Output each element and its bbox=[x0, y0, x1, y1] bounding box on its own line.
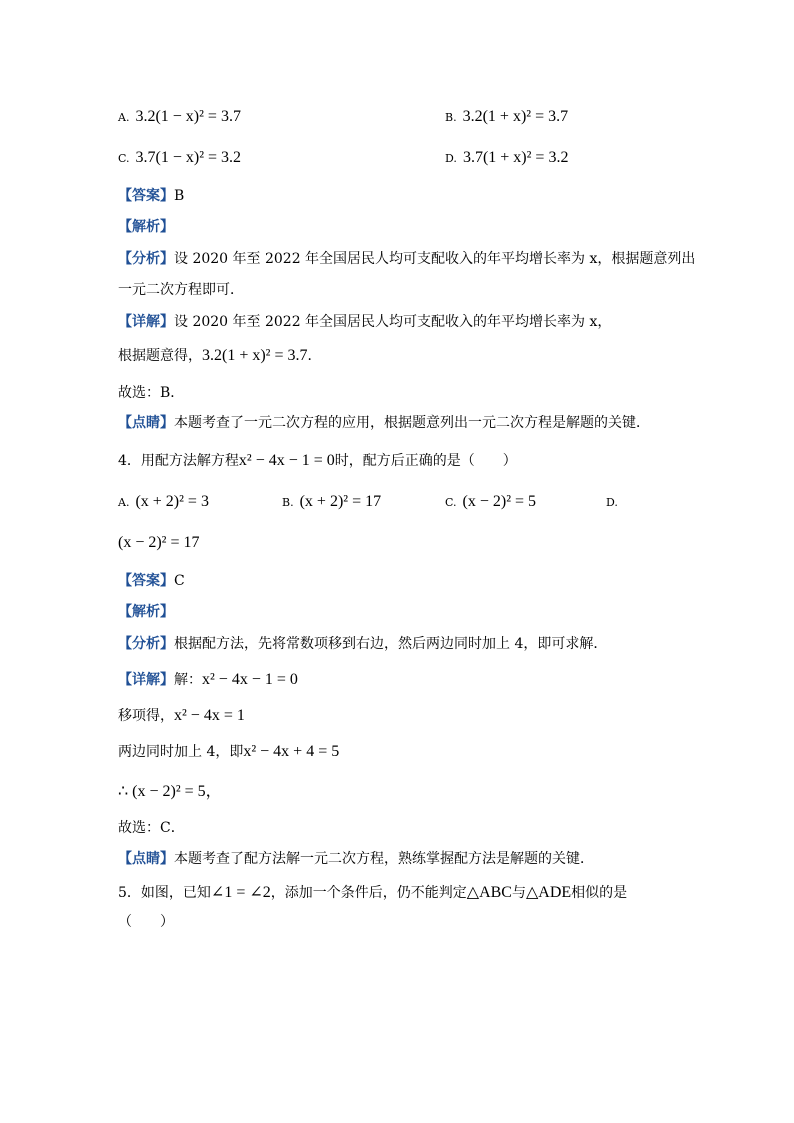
answer-value: B bbox=[174, 188, 185, 204]
q4-option-d-label bbox=[606, 492, 624, 513]
option-label: D. bbox=[606, 496, 618, 509]
option-label: B. bbox=[445, 111, 457, 124]
q4-step1 bbox=[118, 706, 245, 726]
option-label: C. bbox=[445, 496, 457, 509]
option-expr: (x + 2)² = 17 bbox=[299, 493, 382, 510]
stem-post: 相似的是 bbox=[571, 885, 628, 901]
q3-analysis-tag bbox=[118, 217, 174, 237]
line-text: 根据题意得， bbox=[118, 348, 202, 364]
q4-answer bbox=[118, 571, 185, 591]
option-expr: 3.7(1 − x)² = 3.2 bbox=[135, 149, 242, 166]
stem-pre: 4．用配方法解方程 bbox=[118, 453, 239, 469]
q4-step3 bbox=[118, 782, 222, 802]
q4-option-b bbox=[282, 492, 381, 513]
q3-option-b bbox=[445, 107, 568, 128]
xiangjie-tag: 【详解】 bbox=[118, 314, 174, 330]
q4-option-a bbox=[118, 492, 209, 513]
fenxi-text: 设 2020 年至 2022 年全国居民人均可支配收入的年平均增长率为 x，根据题意列出 bbox=[174, 251, 696, 267]
option-expr: 3.7(1 + x)² = 3.2 bbox=[462, 149, 569, 166]
q5-stem bbox=[118, 883, 627, 903]
q4-dianjing bbox=[118, 849, 594, 869]
q4-stem bbox=[118, 451, 517, 471]
answer-value: C bbox=[174, 573, 185, 589]
q3-option-a bbox=[118, 107, 241, 128]
fenxi-tag: 【分析】 bbox=[118, 251, 174, 267]
option-expr: (x − 2)² = 17 bbox=[118, 534, 200, 551]
q4-option-c bbox=[445, 492, 536, 513]
line-end: ． bbox=[307, 348, 322, 364]
q3-xiangjie bbox=[118, 312, 611, 332]
q4-xiangjie bbox=[118, 670, 298, 690]
option-expr: 3.2(1 + x)² = 3.7 bbox=[462, 108, 569, 125]
step-expr: ∴ (x − 2)² = 5， bbox=[118, 783, 222, 800]
q4-fenxi bbox=[118, 634, 607, 654]
step-expr: x² − 4x + 4 = 5 bbox=[243, 743, 340, 760]
dianjing-text: 本题考查了一元二次方程的应用，根据题意列出一元二次方程是解题的关键． bbox=[174, 415, 650, 431]
q3-equation-line bbox=[118, 346, 322, 366]
stem-expr: x² − 4x − 1 = 0 bbox=[238, 452, 335, 469]
q3-option-c bbox=[118, 148, 241, 169]
stem-mid2: 与 bbox=[511, 885, 526, 901]
xiangjie-expr: x² − 4x − 1 = 0 bbox=[202, 671, 298, 688]
answer-tag: 【答案】 bbox=[118, 188, 174, 204]
q4-analysis-tag bbox=[118, 602, 174, 622]
q3-fenxi bbox=[118, 249, 695, 269]
option-label: A. bbox=[118, 496, 130, 509]
q3-choose: 故选：B． bbox=[118, 385, 185, 401]
step-expr: x² − 4x = 1 bbox=[174, 707, 245, 724]
fenxi-tag: 【分析】 bbox=[118, 636, 174, 652]
option-expr: 3.2(1 − x)² = 3.7 bbox=[135, 108, 241, 125]
fenxi-text: 根据配方法，先将常数项移到右边，然后两边同时加上 4，即可求解． bbox=[174, 636, 608, 652]
line-expr: 3.2(1 + x)² = 3.7 bbox=[202, 347, 308, 364]
analysis-tag: 【解析】 bbox=[118, 219, 174, 235]
answer-tag: 【答案】 bbox=[118, 573, 174, 589]
step-text: 移项得， bbox=[118, 708, 174, 724]
option-label: A. bbox=[118, 111, 130, 124]
q3-dianjing bbox=[118, 413, 650, 433]
xiangjie-text: 解： bbox=[174, 672, 202, 688]
option-label: B. bbox=[282, 496, 294, 509]
dianjing-tag: 【点睛】 bbox=[118, 851, 174, 867]
triangle-ade: △ADE bbox=[525, 884, 572, 901]
dianjing-tag: 【点睛】 bbox=[118, 415, 174, 431]
option-label: D. bbox=[445, 152, 457, 165]
stem-expr: ∠1 = ∠2 bbox=[210, 884, 271, 901]
q3-answer bbox=[118, 186, 184, 206]
q4-option-d-expr bbox=[118, 533, 200, 553]
stem-post: 时，配方后正确的是（ ） bbox=[334, 453, 517, 469]
triangle-abc: △ABC bbox=[466, 884, 512, 901]
q3-option-d bbox=[445, 148, 568, 169]
dianjing-text: 本题考查了配方法解一元二次方程，熟练掌握配方法是解题的关键． bbox=[174, 851, 594, 867]
q4-step2 bbox=[118, 742, 339, 762]
option-label: C. bbox=[118, 152, 130, 165]
step-text: 两边同时加上 4，即 bbox=[118, 744, 244, 760]
option-expr: (x + 2)² = 3 bbox=[135, 493, 209, 510]
stem-pre: 5．如图，已知 bbox=[118, 885, 211, 901]
stem-mid: ，添加一个条件后，仍不能判定 bbox=[270, 885, 467, 901]
q4-choose: 故选：C． bbox=[118, 820, 185, 836]
xiangjie-tag: 【详解】 bbox=[118, 672, 174, 688]
xiangjie-text: 设 2020 年至 2022 年全国居民人均可支配收入的年平均增长率为 x， bbox=[174, 314, 612, 330]
analysis-tag: 【解析】 bbox=[118, 604, 174, 620]
q5-bracket: （ ） bbox=[118, 914, 174, 930]
q3-fenxi-cont: 一元二次方程即可． bbox=[118, 282, 244, 298]
option-expr: (x − 2)² = 5 bbox=[462, 493, 537, 510]
